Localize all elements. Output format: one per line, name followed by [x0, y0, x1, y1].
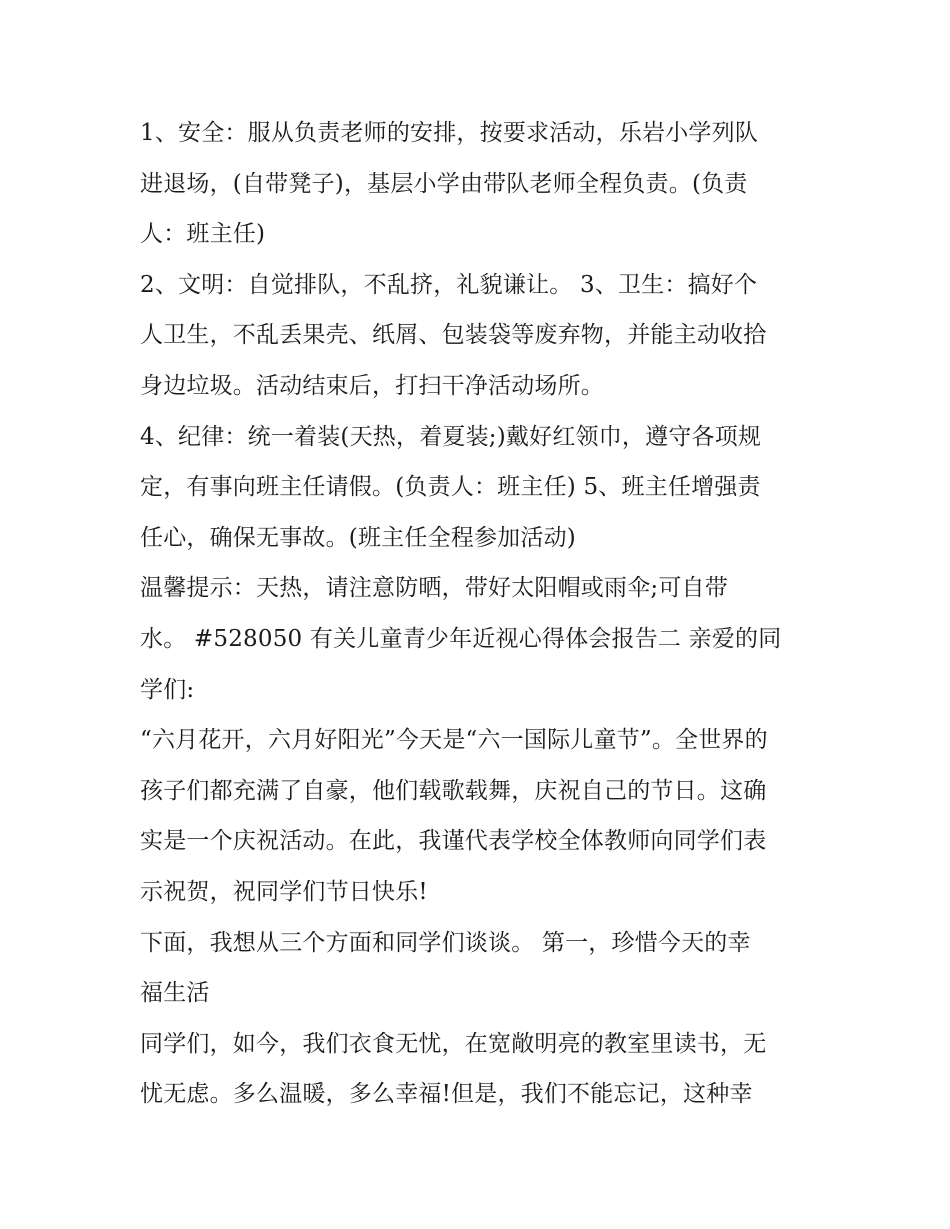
text-line: “六月花开，六月好阳光”今天是“六一国际儿童节”。全世界的	[140, 727, 768, 754]
text-line: 下面，我想从三个方面和同学们谈谈。 第一，珍惜今天的幸	[140, 929, 751, 956]
text-line: 1、安全：服从负责老师的安排，按要求活动，乐岩小学列队	[140, 120, 759, 146]
text-line: 身边垃圾。活动结束后，打扫干净活动场所。	[140, 372, 604, 399]
text-line: 任心，确保无事故。(班主任全程参加活动)	[140, 524, 576, 551]
text-line: 示祝贺，祝同学们节日快乐!	[140, 878, 428, 905]
text-line: 人卫生，不乱丢果壳、纸屑、包装袋等废弃物，并能主动收拾	[140, 322, 767, 349]
text-line: 忧无虑。多么温暖，多么幸福!但是，我们不能忘记，这种幸	[140, 1081, 753, 1108]
text-line: 实是一个庆祝活动。在此，我谨代表学校全体教师向同学们表	[140, 828, 767, 855]
document-body	[140, 108, 820, 1120]
text-line: 温馨提示：天热，请注意防晒，带好太阳帽或雨伞;可自带	[140, 575, 728, 602]
text-line: 进退场，(自带凳子)，基层小学由带队老师全程负责。(负责	[140, 170, 748, 197]
text-line: 孩子们都充满了自豪，他们载歌载舞，庆祝自己的节日。这确	[140, 777, 767, 804]
text-line: 福生活	[140, 980, 210, 1007]
text-line: 学们:	[140, 676, 195, 703]
text-line: 水。 #528050 有关儿童青少年近视心得体会报告二 亲爱的同	[140, 625, 782, 652]
text-line: 人：班主任)	[140, 221, 266, 248]
text-line: 同学们，如今，我们衣食无忧，在宽敞明亮的教室里读书，无	[140, 1030, 767, 1057]
text-line: 4、纪律：统一着装(天热，着夏装;)戴好红领巾，遵守各项规	[140, 423, 762, 450]
text-line: 2、文明：自觉排队，不乱挤，礼貌谦让。 3、卫生：搞好个	[140, 271, 758, 298]
text-line: 定，有事向班主任请假。(负责人：班主任) 5、班主任增强责	[140, 474, 761, 501]
